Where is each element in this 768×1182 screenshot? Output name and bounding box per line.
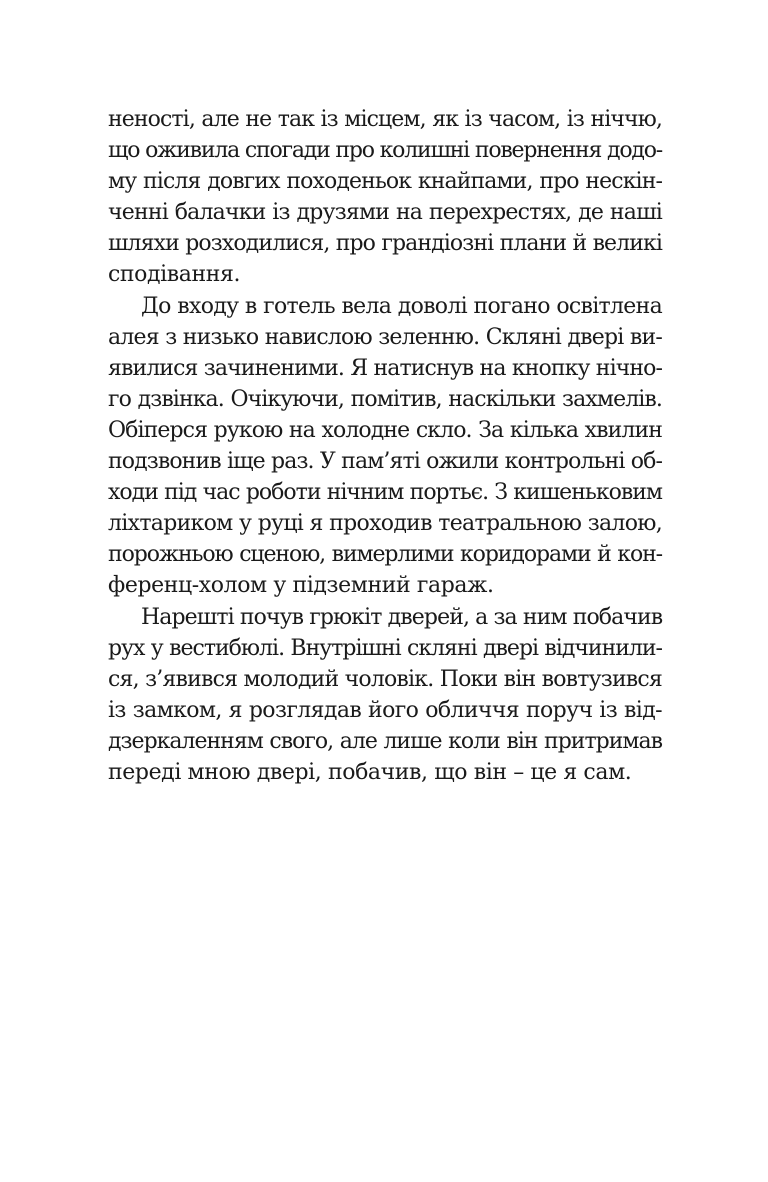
text-line: му після довгих походеньок кнайпами, про нескін- bbox=[108, 169, 662, 195]
text-line: що оживила спогади про колишні повернення додо- bbox=[108, 138, 662, 164]
text-line: сподівання. bbox=[108, 262, 241, 288]
book-page bbox=[108, 104, 662, 788]
text-line: дзеркаленням свого, але лише коли він притримав bbox=[108, 728, 662, 754]
text-line: ференц-холом у підземний гараж. bbox=[108, 573, 494, 599]
paragraph-3 bbox=[108, 602, 662, 789]
text-line: ходи під час роботи нічним портьє. З кишеньковим bbox=[108, 480, 662, 506]
text-line: переді мною двері, побачив, що він – це я сам. bbox=[108, 759, 632, 785]
text-line: ліхтариком у руці я проходив театральною залою, bbox=[108, 511, 662, 537]
text-line: ченні балачки із друзями на перехрестях, де наші bbox=[108, 200, 662, 226]
text-line: ся, з’явився молодий чоловік. Поки він вовтузився bbox=[108, 666, 662, 692]
text-line: із замком, я розглядав його обличчя поруч із від- bbox=[108, 697, 662, 723]
text-line: шляхи розходилися, про грандіозні плани й великі bbox=[108, 231, 662, 257]
text-line: Обіперся рукою на холодне скло. За кілька хвилин bbox=[108, 417, 662, 443]
text-line: подзвонив іще раз. У пам’яті ожили контрольні об- bbox=[108, 449, 662, 475]
text-line: неності, але не так із місцем, як із часом, із ніччю, bbox=[108, 107, 662, 132]
text-line: До входу в готель вела доволі погано освітлена bbox=[141, 293, 662, 319]
text-line: алея з низько навислою зеленню. Скляні двері ви- bbox=[108, 324, 662, 350]
text-line: порожньою сценою, вимерлими коридорами й кон- bbox=[108, 542, 662, 568]
text-line: го дзвінка. Очікуючи, помітив, наскільки захмелів. bbox=[108, 386, 662, 412]
text-line: Нарешті почув грюкіт дверей, а за ним побачив bbox=[141, 604, 663, 630]
text-line: явилися зачиненими. Я натиснув на кнопку нічно- bbox=[108, 355, 662, 381]
paragraph-1 bbox=[108, 104, 662, 291]
paragraph-2 bbox=[108, 291, 662, 602]
text-line: рух у вестибюлі. Внутрішні скляні двері відчинили- bbox=[108, 635, 662, 661]
